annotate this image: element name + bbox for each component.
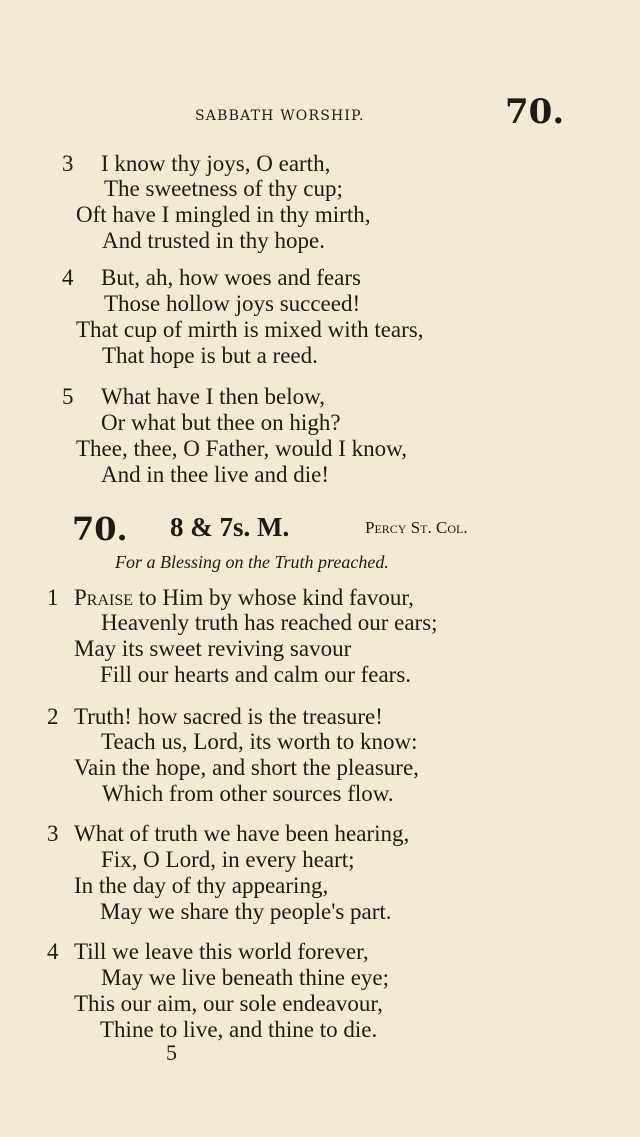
verse-line: That cup of mirth is mixed with tears, <box>76 317 424 342</box>
drop-word: Praise <box>74 585 134 610</box>
verse-line: May its sweet reviving savour <box>74 636 352 661</box>
verse-number: 5 <box>62 384 74 409</box>
verse-line: And in thee live and die! <box>101 462 330 487</box>
verse-number: 3 <box>47 821 59 846</box>
verse-line: What of truth we have been hearing, <box>74 821 410 846</box>
verse-line-rest: to Him by whose kind favour, <box>133 585 414 610</box>
verse-line: Heavenly truth has reached our ears; <box>101 610 438 635</box>
verse-line: That hope is but a reed. <box>102 343 318 368</box>
verse-line: The sweetness of thy cup; <box>104 176 343 201</box>
verse-line: Till we leave this world forever, <box>74 939 369 964</box>
verse-number: 4 <box>62 265 74 290</box>
verse-line <box>74 585 414 611</box>
verse-line: Thee, thee, O Father, would I know, <box>76 436 407 461</box>
verse-number: 4 <box>47 939 59 964</box>
verse-line: And trusted in thy hope. <box>102 228 325 253</box>
verse-number: 3 <box>62 151 74 176</box>
hymn-author: Percy St. Col. <box>365 518 468 537</box>
verse-line: Fix, O Lord, in every heart; <box>101 847 355 872</box>
verse-line: This our aim, our sole endeavour, <box>74 991 383 1016</box>
verse-line: Fill our hearts and calm our fears. <box>100 662 412 687</box>
verse-line: Vain the hope, and short the pleasure, <box>74 755 419 780</box>
verse-line: May we live beneath thine eye; <box>101 965 390 990</box>
verse-line: I know thy joys, O earth, <box>101 151 331 176</box>
signature-mark: 5 <box>166 1040 177 1065</box>
running-head: SABBATH WORSHIP. <box>195 108 365 124</box>
verse-line: In the day of thy appearing, <box>74 873 329 898</box>
page-number: 70. <box>505 92 565 132</box>
hymn-number: 70. <box>72 510 128 548</box>
verse-line: But, ah, how woes and fears <box>101 265 361 290</box>
verse-line: Truth! how sacred is the treasure! <box>74 704 383 729</box>
verse-line: May we share thy people's part. <box>100 899 392 924</box>
verse-line: Thine to live, and thine to die. <box>100 1017 378 1042</box>
verse-number: 1 <box>47 585 59 610</box>
verse-line: What have I then below, <box>101 384 325 409</box>
verse-line: Those hollow joys succeed! <box>104 291 361 316</box>
verse-number: 2 <box>47 704 59 729</box>
hymn-subtitle: For a Blessing on the Truth preached. <box>115 552 389 572</box>
verse-line: Oft have I mingled in thy mirth, <box>76 202 371 227</box>
verse-line: Which from other sources flow. <box>102 781 394 806</box>
hymn-meter: 8 & 7s. M. <box>170 512 290 542</box>
verse-line: Teach us, Lord, its worth to know: <box>101 729 418 754</box>
verse-line: Or what but thee on high? <box>101 410 341 435</box>
